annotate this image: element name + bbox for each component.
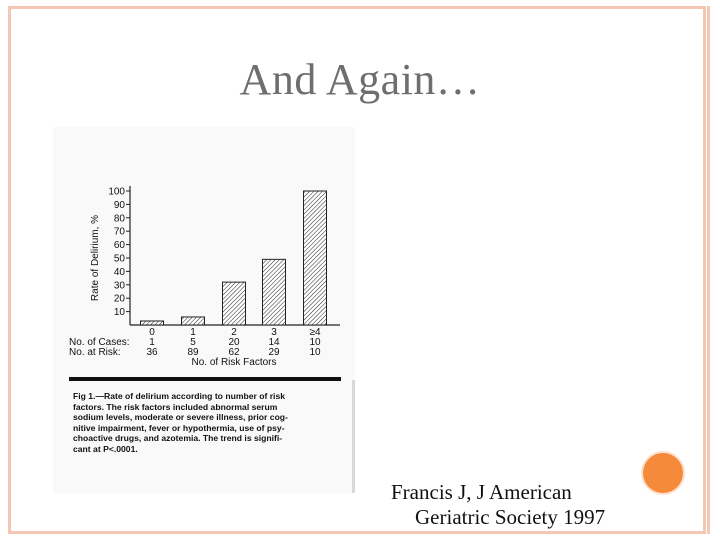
cases-value: 1 xyxy=(149,337,155,348)
y-tick-label: 100 xyxy=(108,186,125,198)
at-risk-row-label: No. at Risk: xyxy=(69,347,121,358)
y-tick-label: 30 xyxy=(113,280,125,292)
y-tick-label: 70 xyxy=(113,226,125,238)
citation-line-2: Geriatric Society 1997 xyxy=(415,505,606,529)
cases-value: 5 xyxy=(190,337,196,348)
y-tick-label: 90 xyxy=(113,199,125,211)
x-category-label: 3 xyxy=(271,327,277,338)
cases-row-label: No. of Cases: xyxy=(69,337,130,348)
at-risk-value: 89 xyxy=(187,347,199,358)
figure-separator-rule xyxy=(69,377,341,381)
x-category-label: ≥4 xyxy=(309,327,321,338)
bar xyxy=(223,282,246,325)
y-axis-label: Rate of Delirium, % xyxy=(90,214,101,302)
x-category-label: 2 xyxy=(231,327,237,338)
y-tick-label: 50 xyxy=(113,253,125,265)
at-risk-value: 62 xyxy=(228,347,240,358)
cases-value: 14 xyxy=(268,337,280,348)
citation xyxy=(391,480,605,530)
citation-line-1: Francis J, J American xyxy=(391,480,572,504)
bar xyxy=(263,259,286,325)
x-category-label: 0 xyxy=(149,327,155,338)
y-tick-label: 80 xyxy=(113,213,125,225)
bar xyxy=(141,321,164,325)
at-risk-value: 36 xyxy=(146,347,158,358)
x-category-label: 1 xyxy=(190,327,196,338)
cases-value: 20 xyxy=(228,337,240,348)
y-tick-label: 20 xyxy=(113,293,125,305)
at-risk-value: 29 xyxy=(268,347,280,358)
cases-value: 10 xyxy=(309,337,321,348)
slide-title: And Again… xyxy=(239,55,481,104)
bar xyxy=(182,317,205,325)
at-risk-value: 10 xyxy=(309,347,321,358)
bar xyxy=(304,191,327,325)
y-tick-label: 60 xyxy=(113,240,125,252)
figure-caption: Fig 1.—Rate of delirium according to number of risk factors. The risk factors included abnormal serum sodium levels, moderate or severe illness, prior cog- nitive impairment, fever or hypothermia, use of psy- choactive drugs, and azotemia. The trend is signifi- cant at P<.0001. xyxy=(73,391,288,454)
y-tick-label: 10 xyxy=(113,307,125,319)
x-axis-label: No. of Risk Factors xyxy=(191,357,277,368)
y-tick-label: 40 xyxy=(113,266,125,278)
decorative-circle xyxy=(641,451,685,495)
